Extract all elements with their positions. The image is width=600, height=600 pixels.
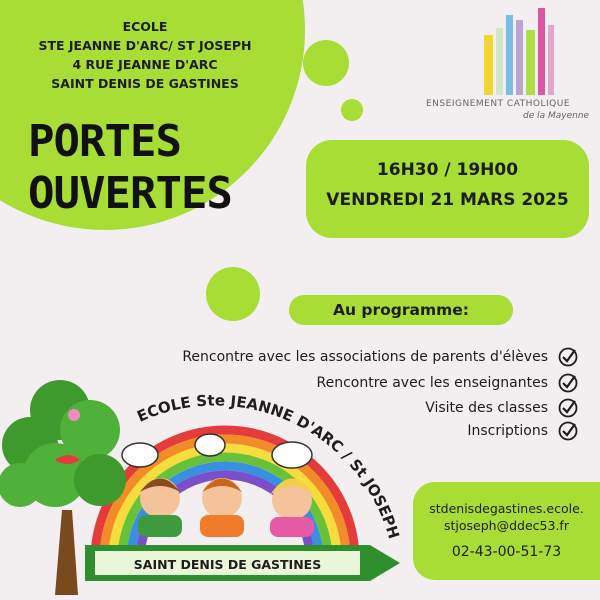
page-title xyxy=(28,116,278,220)
contact-email-line1: stdenisdegastines.ecole. xyxy=(429,501,584,516)
school-arc-text: ECOLE Ste JEANNE D'ARC / St JOSEPH xyxy=(134,391,403,541)
event-date-box xyxy=(306,140,589,238)
checkmark-icon xyxy=(558,347,578,367)
program-item-text: Rencontre avec les associations de parents d'élèves xyxy=(182,349,548,365)
program-heading: Au programme: xyxy=(289,295,513,325)
contact-phone: 02-43-00-51-73 xyxy=(451,544,562,560)
logo-text: ENSEIGNEMENT CATHOLIQUE xyxy=(426,99,571,109)
checkmark-icon xyxy=(558,373,578,393)
program-item-text: Inscriptions xyxy=(467,423,548,439)
decorative-circle-small xyxy=(303,40,349,86)
crayon-label: SAINT DENIS DE GASTINES xyxy=(133,557,322,572)
title-line-2: OUVERTES xyxy=(28,168,232,219)
logo-subtext: de la Mayenne xyxy=(523,111,590,121)
contact-email-line2: stjoseph@ddec53.fr xyxy=(444,518,569,533)
program-item xyxy=(425,397,578,419)
school-town: SAINT DENIS DE GASTINES xyxy=(51,76,239,91)
school-name: STE JEANNE D'ARC/ ST JOSEPH xyxy=(38,38,252,53)
contact-box xyxy=(413,482,600,580)
school-street: 4 RUE JEANNE D'ARC xyxy=(72,57,218,72)
checkmark-icon xyxy=(558,398,578,418)
decorative-circle-tiny xyxy=(341,99,363,121)
program-item-text: Rencontre avec les enseignantes xyxy=(316,375,548,391)
logo-icon xyxy=(470,0,580,100)
event-date: VENDREDI 21 MARS 2025 xyxy=(326,190,569,210)
program-item-text: Visite des classes xyxy=(425,400,548,416)
program-item xyxy=(467,420,578,442)
title-line-1: PORTES xyxy=(28,116,181,167)
checkmark-icon xyxy=(558,421,578,441)
school-label: ECOLE xyxy=(122,19,168,34)
event-time: 16H30 / 19H00 xyxy=(376,160,519,180)
decorative-circle-medium xyxy=(206,267,260,321)
